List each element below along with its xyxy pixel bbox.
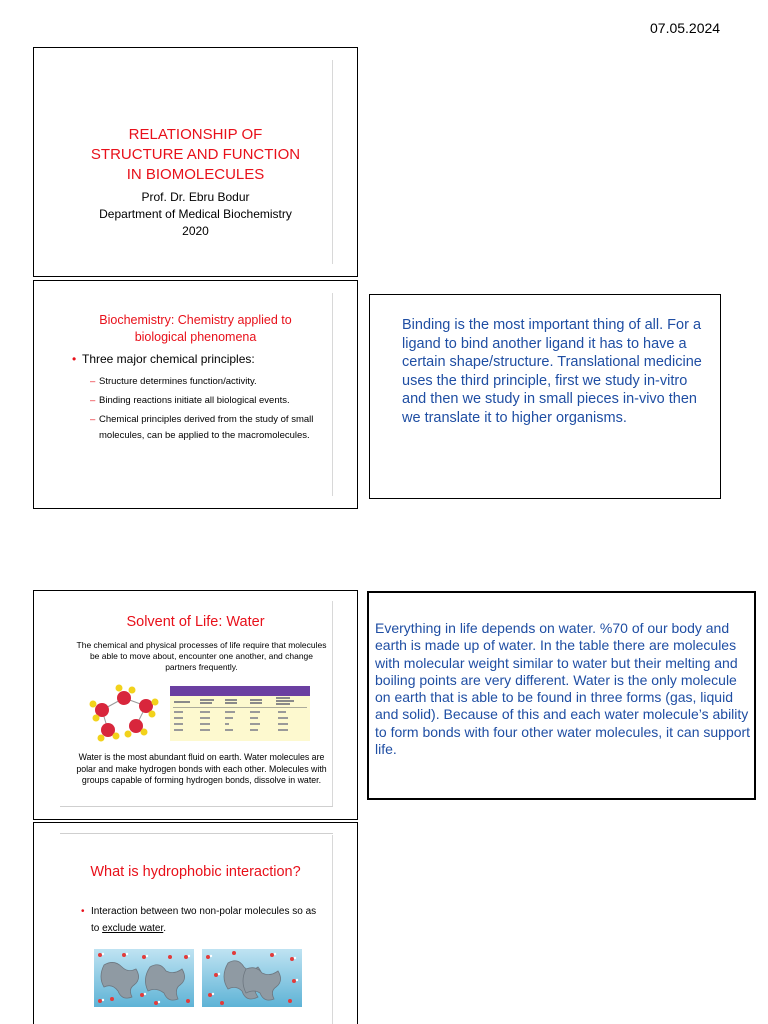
slide-water xyxy=(33,590,358,820)
title-line-1: Biochemistry: Chemistry applied to xyxy=(99,313,292,327)
title-line-1: RELATIONSHIP OF xyxy=(128,126,263,143)
bullet-main xyxy=(72,352,255,366)
dash-icon: – xyxy=(90,395,96,406)
slide-4-title: What is hydrophobic interaction? xyxy=(90,864,301,880)
note-water: Everything in life depends on water. %70 of our body and earth is made up of water. In the table there are molecules with molecular weight similar to water but their melting and boiling points are very different. Water is the only molecule on earth that is able to be found in three forms (gas, liquid and solid). Because of this and each water molecule’s ability to form bonds with four other water molecules, it can support life. xyxy=(367,591,756,800)
bullet-underlined-text: exclude water xyxy=(102,923,164,934)
slide-1-subtitle xyxy=(34,189,357,240)
list-item-text: Structure determines function/activity. xyxy=(99,376,257,387)
principles-list xyxy=(90,374,321,447)
title-line-3: IN BIOMOLECULES xyxy=(126,166,265,183)
slide-hydrophobic xyxy=(33,822,358,1024)
slide-3-summary: Water is the most abundant fluid on earth. Water molecules are polar and make hydrogen bonds with each other. Molecules with groups capable of forming hydrogen bonds, dissolve in water. xyxy=(76,752,327,785)
slide-footer-line xyxy=(60,806,333,807)
table-header-bar xyxy=(170,686,310,696)
department: Department of Medical Biochemistry xyxy=(99,207,292,221)
bullet-main xyxy=(81,903,327,937)
author: Prof. Dr. Ebru Bodur xyxy=(141,190,250,204)
hydrophobic-image-after xyxy=(202,949,302,1007)
slide-header-line xyxy=(60,833,333,834)
slide-2-title xyxy=(34,312,357,346)
list-item-text: Binding reactions initiate all biological events. xyxy=(99,395,290,406)
bullet-text-post: . xyxy=(163,923,167,934)
slide-title xyxy=(33,47,358,277)
title-line-2: biological phenomena xyxy=(134,330,257,344)
dash-icon: – xyxy=(90,376,96,387)
dash-icon: – xyxy=(90,414,96,425)
slide-3-intro: The chemical and physical processes of life require that molecules be able to move about, encounter one another, and change partners frequently. xyxy=(76,640,327,672)
year: 2020 xyxy=(182,224,209,238)
list-item-text: Chemical principles derived from the study of small molecules, can be applied to the macromolecules. xyxy=(99,414,314,441)
bullet-dot-icon: • xyxy=(72,352,77,366)
page-date: 07.05.2024 xyxy=(650,20,721,36)
bullet-text: Three major chemical principles: xyxy=(82,352,255,366)
slide-biochemistry xyxy=(33,280,358,509)
bullet-text-pre: Interaction between two non-polar molecules so as to xyxy=(91,906,317,934)
slide-3-title: Solvent of Life: Water xyxy=(126,614,265,630)
slide-1-title xyxy=(34,125,357,185)
list-item xyxy=(90,374,321,390)
list-item xyxy=(90,412,321,443)
list-item xyxy=(90,393,321,409)
properties-table-image xyxy=(170,686,310,741)
water-molecules-image xyxy=(74,676,166,742)
hydrophobic-image-before xyxy=(94,949,194,1007)
title-line-2: STRUCTURE AND FUNCTION xyxy=(90,146,301,163)
note-binding: Binding is the most important thing of all. For a ligand to bind another ligand it has to have a certain shape/structure. Translational medicine uses the third principle, first we study in-vitro and then we study in small pieces in-vivo then we translate it to higher organisms. xyxy=(369,294,721,499)
bullet-dot-icon: • xyxy=(81,906,85,917)
